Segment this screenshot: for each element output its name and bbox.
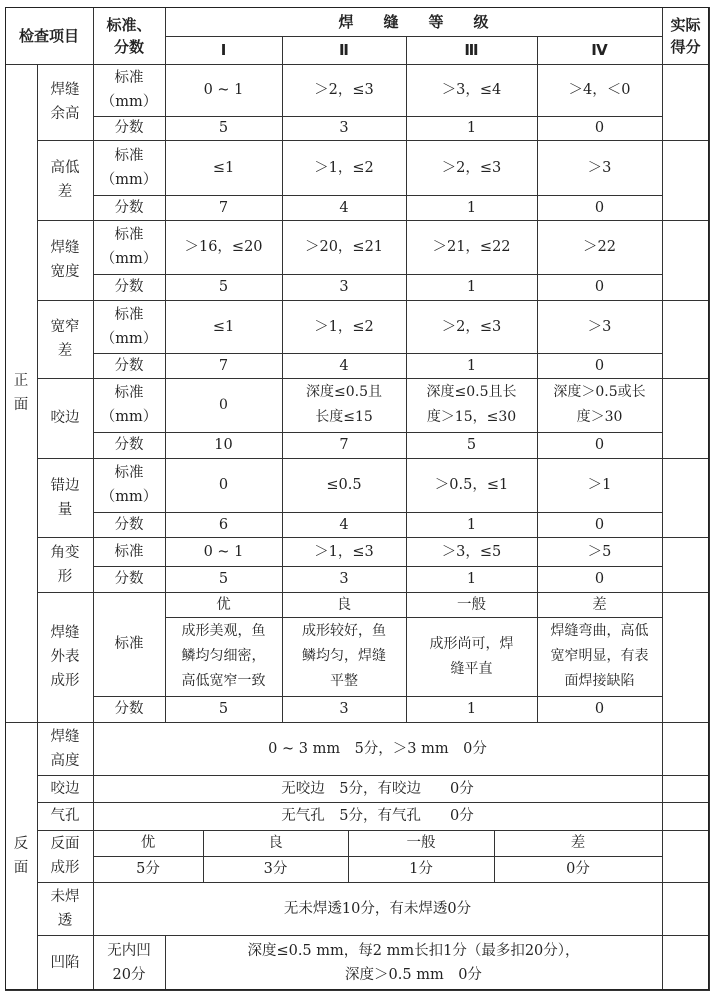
score-value: 6 bbox=[165, 512, 283, 538]
standard-value: ＞20，≤21 bbox=[282, 220, 407, 275]
standard-value: ＞4，＜0 bbox=[537, 64, 663, 117]
standard-label: 标准 （mm） bbox=[93, 64, 166, 117]
standard-label: 标准 （mm） bbox=[93, 220, 166, 275]
front-side-label: 正 面 bbox=[5, 64, 38, 723]
back-forming-score: 1分 bbox=[348, 856, 495, 883]
score-value: 1 bbox=[406, 512, 538, 538]
back-forming-score: 0分 bbox=[494, 856, 663, 883]
score-value: 3 bbox=[282, 696, 407, 723]
standard-value: ＞3，≤5 bbox=[406, 537, 538, 567]
back-forming-level: 优 bbox=[93, 830, 204, 857]
back-item-rule: 无咬边 5分，有咬边 0分 bbox=[93, 775, 663, 803]
score-value: 3 bbox=[282, 116, 407, 141]
back-forming-score: 3分 bbox=[203, 856, 349, 883]
actual-score-cell bbox=[662, 802, 710, 831]
actual-score-cell bbox=[662, 775, 710, 803]
standard-label: 标准 bbox=[93, 592, 166, 697]
actual-score-cell bbox=[662, 220, 710, 301]
front-item-name: 焊缝 外表 成形 bbox=[37, 592, 94, 723]
front-item-name: 焊缝 宽度 bbox=[37, 220, 94, 301]
score-value: 1 bbox=[406, 566, 538, 593]
standard-value: ＞3 bbox=[537, 140, 663, 196]
score-label: 分数 bbox=[93, 195, 166, 221]
actual-score-cell bbox=[662, 830, 710, 883]
back-forming-level: 良 bbox=[203, 830, 349, 857]
score-value: 4 bbox=[282, 512, 407, 538]
concavity-rule: 深度≤0.5 mm，每2 mm长扣1分（最多扣20分）， 深度＞0.5 mm 0分 bbox=[165, 935, 663, 991]
back-item-rule: 无未焊透10分，有未焊透0分 bbox=[93, 882, 663, 936]
score-value: 10 bbox=[165, 432, 283, 459]
actual-score-cell bbox=[662, 722, 710, 776]
standard-label: 标准 （mm） bbox=[93, 300, 166, 354]
concavity-none-score: 无内凹 20分 bbox=[93, 935, 166, 991]
score-value: 5 bbox=[165, 566, 283, 593]
actual-score-cell bbox=[662, 458, 710, 538]
score-value: 4 bbox=[282, 195, 407, 221]
score-value: 1 bbox=[406, 696, 538, 723]
score-value: 0 bbox=[537, 566, 663, 593]
score-label: 分数 bbox=[93, 566, 166, 593]
standard-value: ＞3，≤4 bbox=[406, 64, 538, 117]
score-label: 分数 bbox=[93, 696, 166, 723]
standard-value: 深度＞0.5或长 度＞30 bbox=[537, 378, 663, 433]
appearance-level: 良 bbox=[282, 592, 407, 618]
score-label: 分数 bbox=[93, 116, 166, 141]
header-weld-grade: 焊 缝 等 级 bbox=[165, 7, 663, 37]
standard-value: ＞22 bbox=[537, 220, 663, 275]
score-value: 5 bbox=[165, 116, 283, 141]
front-item-name: 宽窄 差 bbox=[37, 300, 94, 379]
standard-value: ＞1 bbox=[537, 458, 663, 513]
header-check-item: 检查项目 bbox=[5, 7, 94, 65]
score-value: 5 bbox=[165, 274, 283, 301]
standard-value: ＞3 bbox=[537, 300, 663, 354]
standard-label: 标准 （mm） bbox=[93, 458, 166, 513]
back-item-name: 反面 成形 bbox=[37, 830, 94, 883]
actual-score-cell bbox=[662, 300, 710, 379]
header-grade-4: Ⅳ bbox=[537, 36, 663, 65]
back-forming-level: 一般 bbox=[348, 830, 495, 857]
back-forming-score: 5分 bbox=[93, 856, 204, 883]
standard-value: 深度≤0.5且长 度＞15，≤30 bbox=[406, 378, 538, 433]
score-label: 分数 bbox=[93, 353, 166, 379]
standard-value: ＞0.5，≤1 bbox=[406, 458, 538, 513]
standard-value: 0 bbox=[165, 458, 283, 513]
score-value: 1 bbox=[406, 116, 538, 141]
actual-score-cell bbox=[662, 140, 710, 221]
standard-value: ＞2，≤3 bbox=[282, 64, 407, 117]
standard-value: ＞2，≤3 bbox=[406, 140, 538, 196]
standard-value: ＞1，≤3 bbox=[282, 537, 407, 567]
score-value: 0 bbox=[537, 353, 663, 379]
back-forming-level: 差 bbox=[494, 830, 663, 857]
score-value: 4 bbox=[282, 353, 407, 379]
standard-label: 标准 （mm） bbox=[93, 140, 166, 196]
actual-score-cell bbox=[662, 882, 710, 936]
back-item-rule: 无气孔 5分，有气孔 0分 bbox=[93, 802, 663, 831]
standard-value: ＞1，≤2 bbox=[282, 300, 407, 354]
front-item-name: 焊缝 余高 bbox=[37, 64, 94, 141]
back-item-name: 未焊 透 bbox=[37, 882, 94, 936]
standard-value: 0 bbox=[165, 378, 283, 433]
header-actual-score: 实际 得分 bbox=[662, 7, 710, 65]
front-item-name: 高低 差 bbox=[37, 140, 94, 221]
appearance-standard: 成形较好，鱼 鳞均匀，焊缝 平整 bbox=[282, 617, 407, 697]
score-value: 7 bbox=[165, 353, 283, 379]
appearance-standard: 成形尚可，焊 缝平直 bbox=[406, 617, 538, 697]
score-value: 0 bbox=[537, 432, 663, 459]
back-item-rule: 0 ~ 3 mm 5分，＞3 mm 0分 bbox=[93, 722, 663, 776]
score-value: 5 bbox=[406, 432, 538, 459]
score-label: 分数 bbox=[93, 432, 166, 459]
standard-label: 标准 （mm） bbox=[93, 378, 166, 433]
score-value: 7 bbox=[282, 432, 407, 459]
actual-score-cell bbox=[662, 592, 710, 723]
score-value: 5 bbox=[165, 696, 283, 723]
back-item-name: 凹陷 bbox=[37, 935, 94, 991]
standard-value: ≤1 bbox=[165, 140, 283, 196]
score-value: 1 bbox=[406, 274, 538, 301]
header-grade-2: Ⅱ bbox=[282, 36, 407, 65]
standard-value: ＞16，≤20 bbox=[165, 220, 283, 275]
score-value: 1 bbox=[406, 353, 538, 379]
score-value: 0 bbox=[537, 116, 663, 141]
score-value: 3 bbox=[282, 566, 407, 593]
back-item-name: 焊缝 高度 bbox=[37, 722, 94, 776]
front-item-name: 错边 量 bbox=[37, 458, 94, 538]
standard-value: 0 ~ 1 bbox=[165, 537, 283, 567]
appearance-level: 一般 bbox=[406, 592, 538, 618]
score-value: 0 bbox=[537, 512, 663, 538]
actual-score-cell bbox=[662, 537, 710, 593]
standard-value: ≤1 bbox=[165, 300, 283, 354]
header-standard-score: 标准、 分数 bbox=[93, 7, 166, 65]
actual-score-cell bbox=[662, 378, 710, 459]
standard-value: ＞5 bbox=[537, 537, 663, 567]
score-value: 7 bbox=[165, 195, 283, 221]
standard-value: 深度≤0.5且 长度≤15 bbox=[282, 378, 407, 433]
header-grade-3: Ⅲ bbox=[406, 36, 538, 65]
standard-label: 标准 bbox=[93, 537, 166, 567]
header-grade-1: Ⅰ bbox=[165, 36, 283, 65]
score-value: 0 bbox=[537, 696, 663, 723]
actual-score-cell bbox=[662, 64, 710, 141]
score-label: 分数 bbox=[93, 512, 166, 538]
standard-value: 0 ~ 1 bbox=[165, 64, 283, 117]
front-item-name: 角变 形 bbox=[37, 537, 94, 593]
score-value: 3 bbox=[282, 274, 407, 301]
front-item-name: 咬边 bbox=[37, 378, 94, 459]
appearance-standard: 成形美观，鱼 鳞均匀细密， 高低宽窄一致 bbox=[165, 617, 283, 697]
standard-value: ＞2，≤3 bbox=[406, 300, 538, 354]
back-side-label: 反 面 bbox=[5, 722, 38, 991]
back-item-name: 咬边 bbox=[37, 775, 94, 803]
appearance-level: 差 bbox=[537, 592, 663, 618]
appearance-standard: 焊缝弯曲，高低 宽窄明显，有表 面焊接缺陷 bbox=[537, 617, 663, 697]
back-item-name: 气孔 bbox=[37, 802, 94, 831]
appearance-level: 优 bbox=[165, 592, 283, 618]
actual-score-cell bbox=[662, 935, 710, 991]
score-value: 0 bbox=[537, 274, 663, 301]
standard-value: ＞21，≤22 bbox=[406, 220, 538, 275]
score-value: 0 bbox=[537, 195, 663, 221]
standard-value: ≤0.5 bbox=[282, 458, 407, 513]
score-label: 分数 bbox=[93, 274, 166, 301]
score-value: 1 bbox=[406, 195, 538, 221]
standard-value: ＞1，≤2 bbox=[282, 140, 407, 196]
